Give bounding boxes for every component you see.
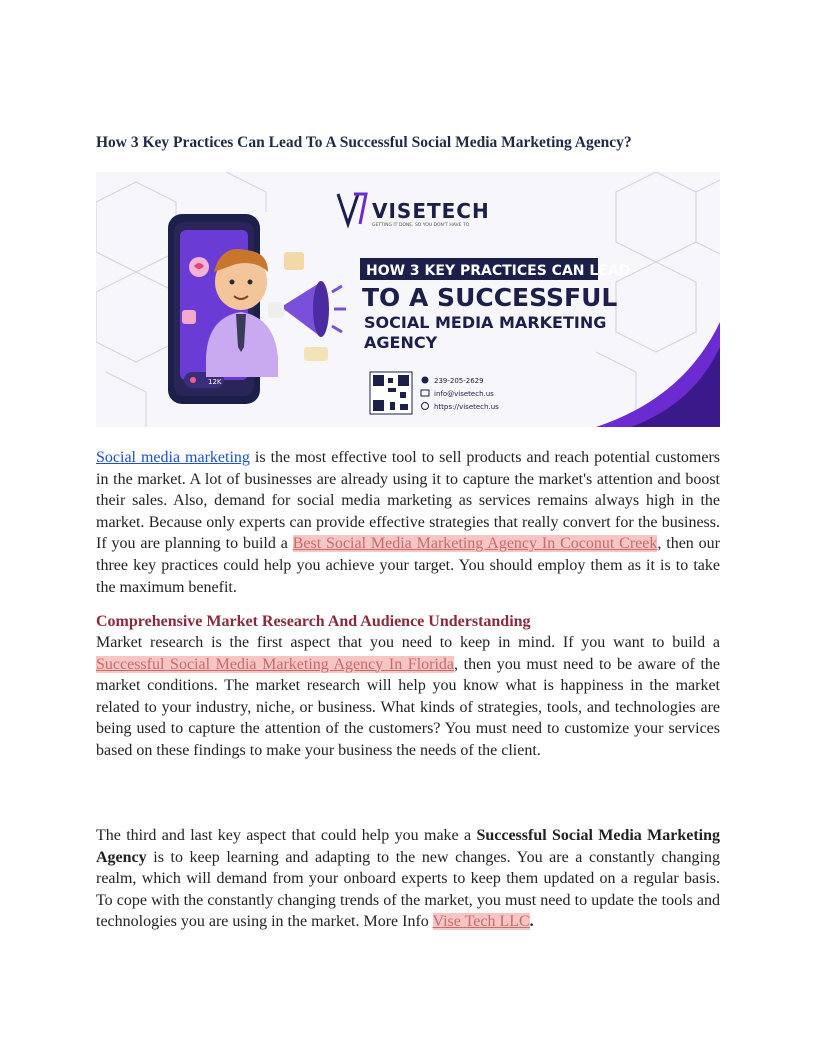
banner-headline-2: TO A SUCCESSFUL: [362, 283, 618, 312]
svg-text:https://visetech.us: https://visetech.us: [434, 403, 499, 411]
section-heading: Comprehensive Market Research And Audience Understanding: [96, 613, 531, 630]
banner-headline-1: HOW 3 KEY PRACTICES CAN LEAD: [366, 263, 631, 279]
qr-code: [370, 372, 412, 414]
social-media-marketing-link[interactable]: Social media marketing: [96, 449, 250, 466]
coconut-creek-agency-link[interactable]: Best Social Media Marketing Agency In Coconut Creek: [292, 535, 658, 553]
phone-icon: [422, 377, 429, 384]
vise-tech-link[interactable]: Vise Tech LLC: [432, 913, 530, 931]
email-icon: [421, 390, 429, 396]
intro-paragraph: Social media marketing is the most effective tool to sell products and reach potential customers in the market. A lot of businesses are already using it to capture the market's attention and boost their sales. Also, demand for social media marketing as services remains always high in the market. Because only experts can provide effective strategies that really convert for the business. If you are planning to build a Best Social Media Marketing Agency In Coconut Creek, then our three key practices could help you achieve your target. You should employ them as it is to take the maximum benefit.: [96, 449, 721, 596]
globe-icon: [422, 403, 429, 410]
svg-text:VISETECH: VISETECH: [372, 199, 490, 223]
market-research-paragraph: Market research is the first aspect that you need to keep in mind. If you want to build a Successful Social Media Marketing Agency In Florida, then you must need to be aware of the market conditions. The market research will help you know what is happiness in the market related to your industry, niche, or business. What kinds of strategies, tools, and technologies are being used to capture the attention of the customers? You must need to customize your services based on these findings to make your business the needs of the client.: [96, 634, 720, 759]
megaphone-icon: [268, 281, 346, 337]
svg-text:12K: 12K: [208, 378, 222, 386]
banner-headline-3: SOCIAL MEDIA MARKETING: [364, 313, 607, 332]
svg-text:GETTING IT DONE, SO YOU DON'T: GETTING IT DONE, SO YOU DON'T HAVE TO: [372, 223, 470, 228]
banner-headline-4: AGENCY: [364, 333, 438, 352]
svg-text:info@visetech.us: info@visetech.us: [434, 390, 494, 398]
florida-agency-link[interactable]: Successful Social Media Marketing Agency In Florida: [96, 655, 455, 673]
brand-logo: [338, 194, 490, 228]
document-title: How 3 Key Practices Can Lead To A Successful Social Media Marketing Agency?: [96, 134, 632, 151]
closing-paragraph: The third and last key aspect that could help you make a Successful Social Media Marketing Agency is to keep learning and adapting to the new changes. You are a constantly changing realm, which will demand from your onboard experts to keep them updated on a regular basis. To cope with the constantly changing trends of the market, you must need to update the tools and technologies you are using in the market. More Info Vise Tech LLC.: [96, 827, 721, 931]
svg-text:239-205-2629: 239-205-2629: [434, 377, 484, 385]
banner-image: [96, 172, 720, 427]
